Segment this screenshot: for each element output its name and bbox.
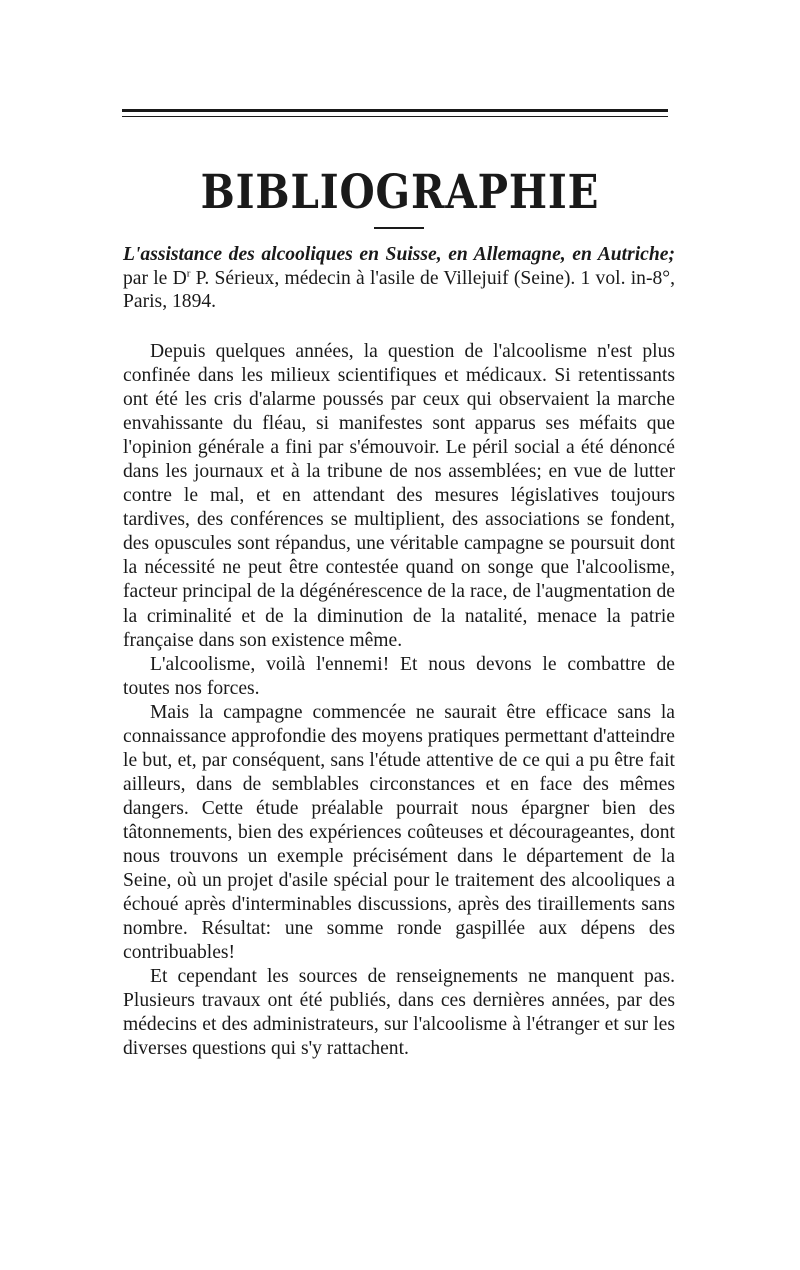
bibliographic-citation (123, 243, 675, 314)
author-prefix: par le D (123, 267, 187, 289)
paragraph-4: Et cependant les sources de renseignements ne manquent pas. Plusieurs travaux ont été publiés, dans ces dernières années, par des médecins et des administrateurs, sur l'alcoolisme à l'étranger et sur les diverses questions qui s'y rattachent. (123, 966, 675, 1060)
review-body (123, 340, 675, 1061)
page-title: BIBLIOGRAPHIE (200, 165, 600, 220)
header-rule-thick (122, 109, 668, 112)
paragraph-2: L'alcoolisme, voilà l'ennemi! Et nous devons le combattre de toutes nos forces. (123, 653, 675, 699)
title-ornament (374, 227, 424, 229)
work-title: L'assistance des alcooliques en Suisse, en Allemagne, en Autriche; (123, 244, 675, 265)
paragraph-1: Depuis quelques années, la question de l'alcoolisme n'est plus confinée dans les milieux scientifiques et médicaux. Si retentissants ont été les cris d'alarme poussés par ceux qui observaient la marche envahissante du fléau, si manifestes sont apparus ses méfaits que l'opinion générale a fini par s'émouvoir. Le péril social a été dénoncé dans les journaux et à la tribune de nos assemblées; en vue de lutter contre le mal, et en attendant des mesures législatives toujours tardives, des conférences se multiplient, des associations se fondent, des opuscules sont répandus, une véritable campagne se poursuit dont la nécessité ne peut être contestée quand on songe que l'alcoolisme, facteur principal de la dégénérescence de la race, de l'augmentation de la criminalité et de la diminution de la natalité, menace la patrie française dans son existence même. (123, 341, 675, 651)
paragraph-3: Mais la campagne commencée ne saurait être efficace sans la connaissance approfondie des moyens pratiques permettant d'atteindre le but, et, par conséquent, sans l'étude attentive de ce qui a pu être fait ailleurs, dans de semblables circonstances et en face des mêmes dangers. Cette étude préalable pourrait nous épargner bien des tâtonnements, bien des expériences coûteuses et décourageantes, dont nous trouvons un exemple précisément dans le département de la Seine, où un projet d'asile spécial pour le traitement des alcooliques a échoué après d'interminables discussions, après des tiraillements sans nombre. Résultat: une somme ronde gaspillée aux dépens des contribuables! (123, 701, 675, 964)
author-details: P. Sérieux, médecin à l'asile de Villejuif (Seine). 1 vol. in-8°, Paris, 1894. (123, 267, 675, 312)
author-title-sup: r (186, 266, 191, 279)
header-rule-thin (122, 116, 668, 117)
